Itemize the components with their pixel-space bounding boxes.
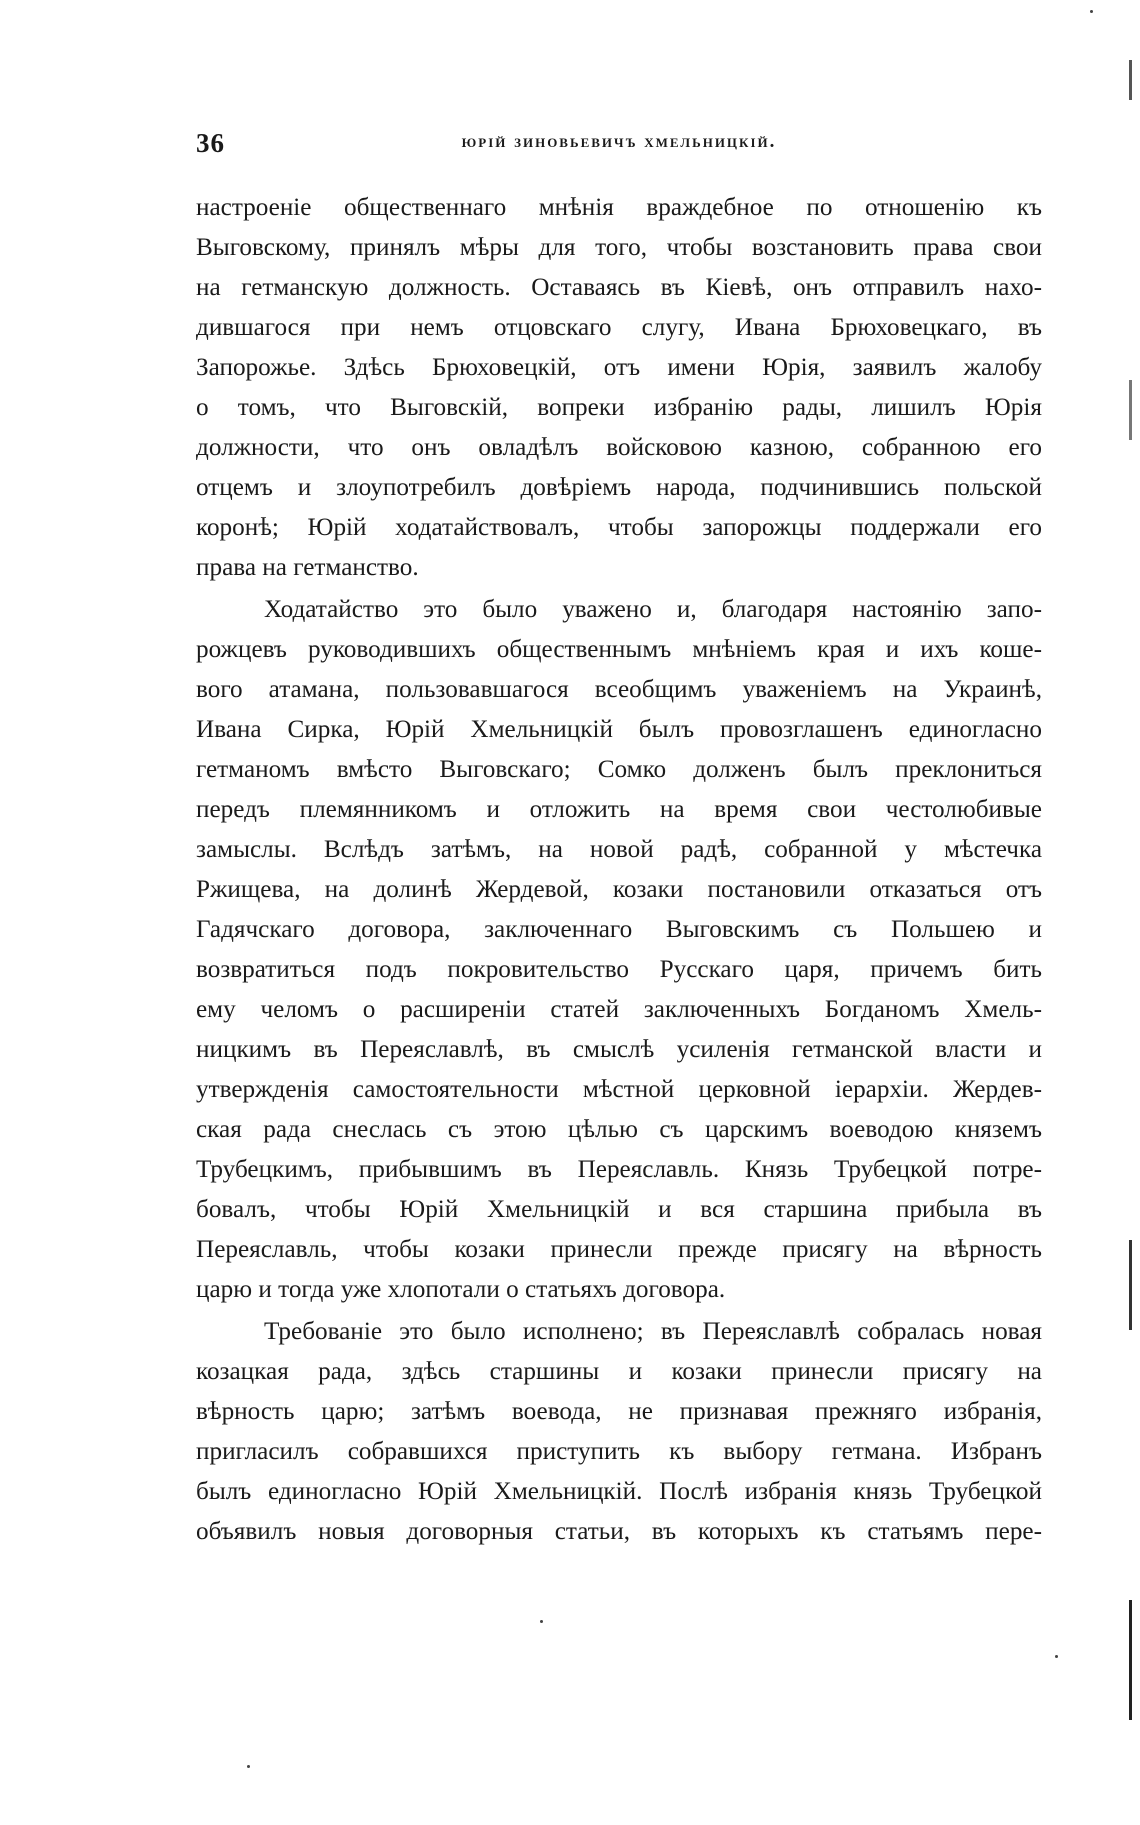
text-line: Требованіе это было исполнено; въ Переяславлѣ собралась новая	[264, 1318, 1042, 1345]
text-line: настроеніе общественнаго мнѣнія враждебное по отношенію къ	[196, 194, 1042, 221]
text-line: рожцевъ руководившихъ общественнымъ мнѣніемъ края и ихъ коше-	[196, 636, 1042, 663]
paragraph-2	[196, 590, 1042, 1310]
scan-speck	[247, 1765, 250, 1768]
text-line: Ивана Сирка, Юрій Хмельницкій былъ провозглашенъ единогласно	[196, 716, 1042, 743]
text-line: вѣрность царю; затѣмъ воевода, не признавая прежняго избранія,	[196, 1398, 1042, 1425]
running-head: юрій зиновьевичъ хмельницкій.	[461, 131, 777, 152]
text-line: козацкая рада, здѣсь старшины и козаки принесли присягу на	[196, 1358, 1042, 1385]
text-line: гетманомъ вмѣсто Выговскаго; Сомко долженъ былъ преклониться	[196, 756, 1042, 783]
text-line: на гетманскую должность. Оставаясь въ Кіевѣ, онъ отправилъ нахо-	[196, 274, 1042, 301]
text-line: Трубецкимъ, прибывшимъ въ Переяславль. Князь Трубецкой потре-	[196, 1156, 1042, 1183]
page-header	[196, 128, 1042, 168]
text-line: бовалъ, чтобы Юрій Хмельницкій и вся старшина прибыла въ	[196, 1196, 1042, 1223]
text-line: Ходатайство это было уважено и, благодаря настоянію запо-	[264, 596, 1042, 623]
text-line: отцемъ и злоупотребилъ довѣріемъ народа, подчинившись польской	[196, 474, 1042, 501]
text-line: утвержденія самостоятельности мѣстной церковной іерархіи. Жердев-	[196, 1076, 1042, 1103]
text-line: Выговскому, принялъ мѣры для того, чтобы возстановить права свои	[196, 234, 1042, 261]
text-line: возвратиться подъ покровительство Русскаго царя, причемъ бить	[196, 956, 1042, 983]
text-line: права на гетманство.	[196, 554, 419, 581]
text-line: былъ единогласно Юрій Хмельницкій. Послѣ избранія князь Трубецкой	[196, 1478, 1042, 1505]
text-line: о томъ, что Выговскій, вопреки избранію рады, лишилъ Юрія	[196, 394, 1042, 421]
text-line: ницкимъ въ Переяславлѣ, въ смыслѣ усиленія гетманской власти и	[196, 1036, 1042, 1063]
text-line: ская рада снеслась съ этою цѣлью съ царскимъ воеводою княземъ	[196, 1116, 1042, 1143]
text-line: передъ племянникомъ и отложить на время свои честолюбивые	[196, 796, 1042, 823]
text-line: Переяславль, чтобы козаки принесли прежде присягу на вѣрность	[196, 1236, 1042, 1263]
text-line: царю и тогда уже хлопотали о статьяхъ договора.	[196, 1276, 726, 1303]
text-line: Гадячскаго договора, заключеннаго Выговскимъ съ Польшею и	[196, 916, 1042, 943]
text-line: коронѣ; Юрій ходатайствовалъ, чтобы запорожцы поддержали его	[196, 514, 1042, 541]
page-number: 36	[196, 128, 225, 158]
text-line: Ржищева, на долинѣ Жердевой, козаки постановили отказаться отъ	[196, 876, 1042, 903]
text-line: должности, что онъ овладѣлъ войсковою казною, собранною его	[196, 434, 1042, 461]
paragraph-3	[196, 1312, 1042, 1552]
text-line: ему челомъ о расширеніи статей заключенныхъ Богданомъ Хмель-	[196, 996, 1042, 1023]
scan-speck	[540, 1620, 543, 1623]
text-line: замыслы. Вслѣдъ затѣмъ, на новой радѣ, собранной у мѣстечка	[196, 836, 1042, 863]
text-line: дившагося при немъ отцовскаго слугу, Ивана Брюховецкаго, въ	[196, 314, 1042, 341]
body-text	[196, 188, 1042, 1554]
text-line: пригласилъ собравшихся приступить къ выбору гетмана. Избранъ	[196, 1438, 1042, 1465]
paragraph-1	[196, 188, 1042, 588]
scan-edge-shadow	[1129, 0, 1132, 1825]
text-line: Запорожье. Здѣсь Брюховецкій, отъ имени Юрія, заявилъ жалобу	[196, 354, 1042, 381]
scan-speck	[1055, 1655, 1058, 1658]
text-line: вого атамана, пользовавшагося всеобщимъ уваженіемъ на Украинѣ,	[196, 676, 1042, 703]
scan-speck	[1090, 10, 1093, 13]
text-line: объявилъ новыя договорныя статьи, въ которыхъ къ статьямъ пере-	[196, 1518, 1042, 1545]
